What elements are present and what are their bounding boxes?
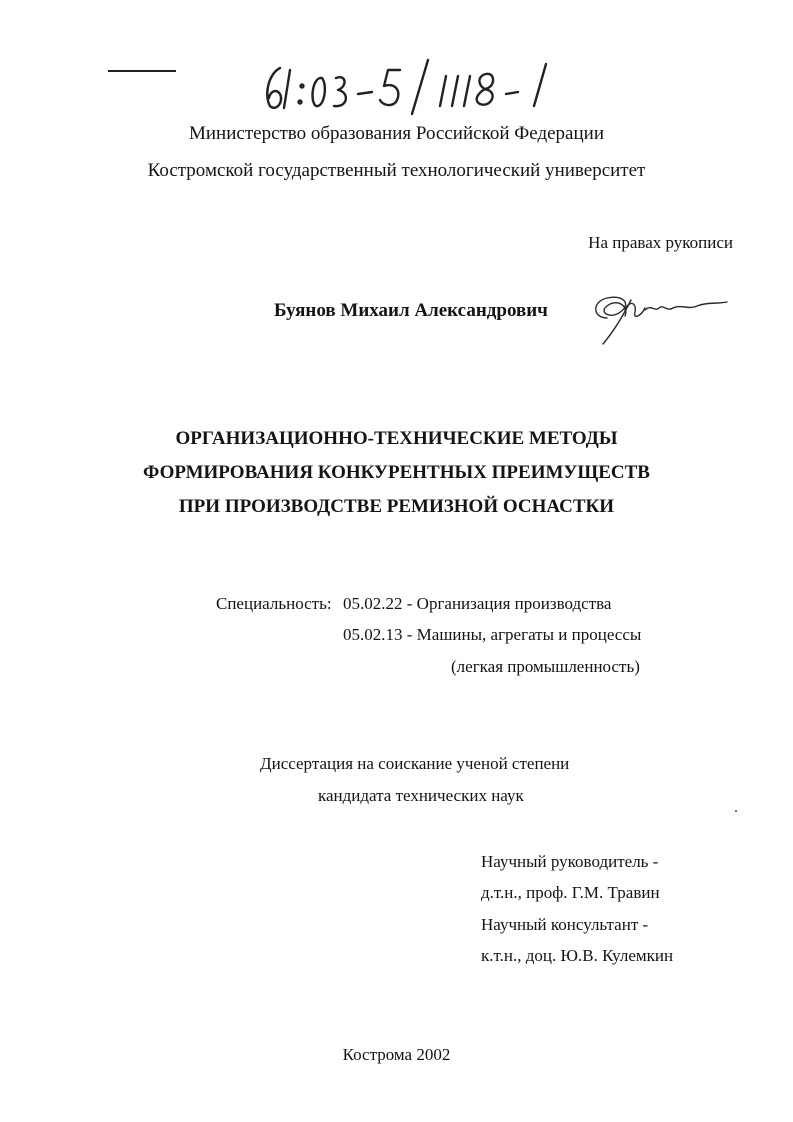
title-line-2: ФОРМИРОВАНИЯ КОНКУРЕНТНЫХ ПРЕИМУЩЕСТВ [143,462,650,483]
author-signature [585,288,735,350]
top-rule [108,70,176,72]
specialty-note: (легкая промышленность) [451,657,640,676]
dissertation-line-2: кандидата технических наук [318,786,524,805]
supervisor-name: д.т.н., проф. Г.М. Травин [481,883,660,902]
title-line-3: ПРИ ПРОИЗВОДСТВЕ РЕМИЗНОЙ ОСНАСТКИ [178,496,615,517]
university-heading: Костромской государственный технологический университет [147,160,646,181]
supervisor-label: Научный руководитель - [481,852,659,871]
specialty-code-1: 05.02.22 - Организация производства [343,594,612,613]
scan-speck [735,810,737,812]
ministry-heading: Министерство образования Российской Федерации [189,123,604,144]
manuscript-note: На правах рукописи [588,233,733,252]
specialty-code-2: 05.02.13 - Машины, агрегаты и процессы [343,625,642,644]
title-line-1: ОРГАНИЗАЦИОННО-ТЕХНИЧЕСКИЕ МЕТОДЫ [175,428,618,449]
consultant-label: Научный консультант - [481,915,649,934]
dissertation-line-1: Диссертация на соискание ученой степени [260,754,570,773]
author-name: Буянов Михаил Александрович [274,300,548,321]
specialty-label: Специальность: [216,594,332,613]
handwritten-archive-code [250,56,570,118]
city-year: Кострома 2002 [342,1045,451,1064]
consultant-name: к.т.н., доц. Ю.В. Кулемкин [481,946,674,965]
